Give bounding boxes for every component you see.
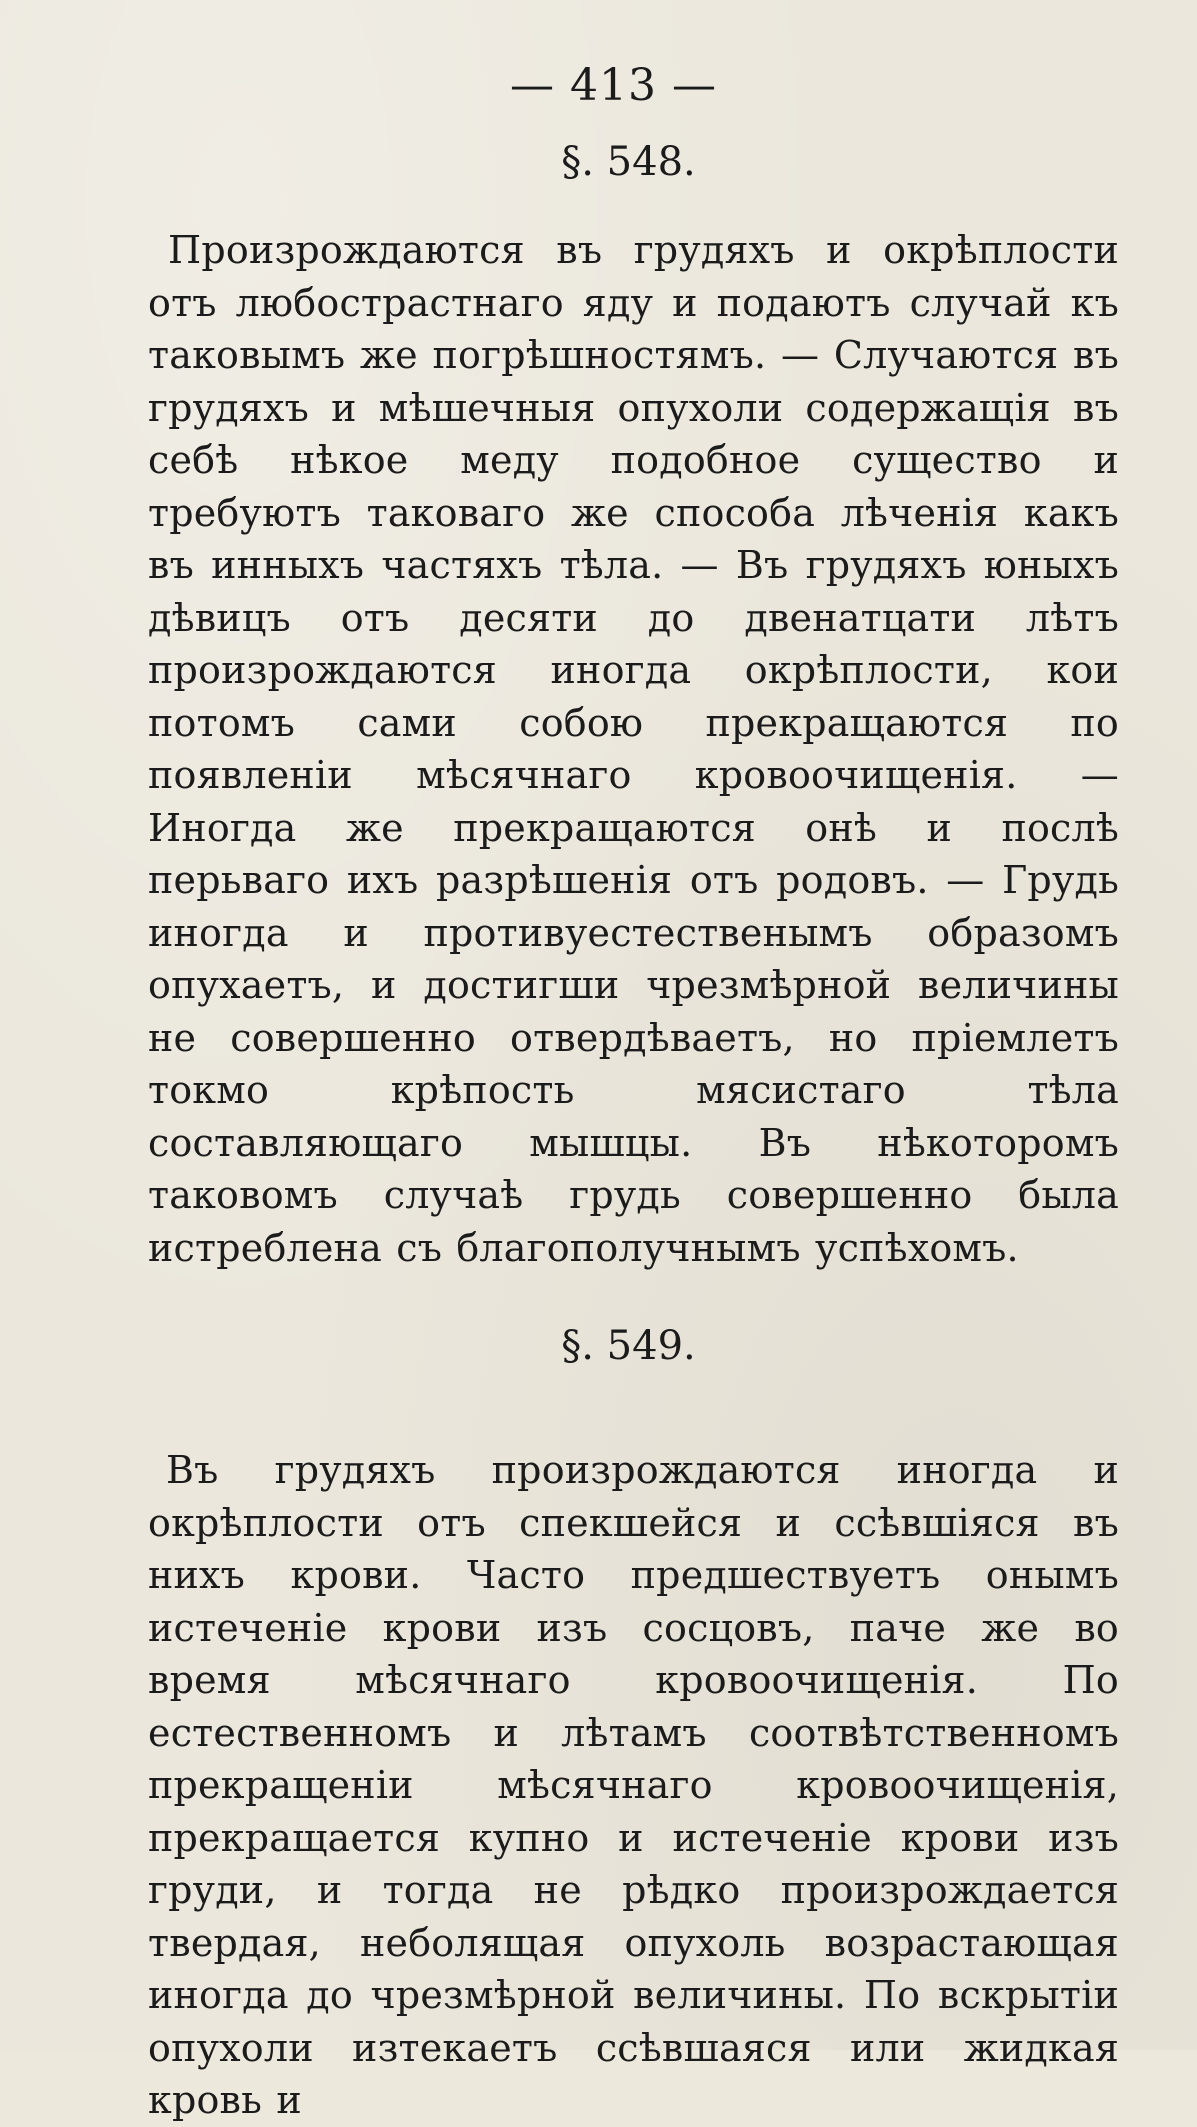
page-number-header: — 413 — [510, 60, 717, 111]
section-549-text: Въ грудяхъ произрождаются иногда и окрѣплости отъ спекшейся и ссѣвшіяся въ нихъ крови. Часто предшествуетъ онымъ истеченіе крови изъ сосцовъ, паче же во время мѣсячнаго кровоочищенія. По естественномъ и лѣтамъ соотвѣтственномъ прекращеніи мѣсячнаго кровоочищенія, прекращается купно и истеченіе крови изъ груди, и тогда не рѣдко произрождается твердая, неболящая опухоль возрастающая иногда до чрезмѣрной величины. По вскрытіи опухоли изтекаетъ ссѣвшаяся или жидкая кровь и [148, 1448, 1119, 2122]
section-heading-548: §. 548. [561, 139, 696, 185]
section-548-text: Произрождаются въ грудяхъ и окрѣплости отъ любострастнаго яду и подаютъ случай къ таковымъ же погрѣшностямъ. — Случаются въ грудяхъ и мѣшечныя опухоли содержащія въ себѣ нѣкое меду подобное существо и требуютъ таковаго же способа лѣченія какъ въ инныхъ частяхъ тѣла. — Въ грудяхъ юныхъ дѣвицъ отъ десяти до двенатцати лѣтъ произрождаются иногда окрѣплости, кои потомъ сами собою прекращаются по появленіи мѣсячнаго кровоочищенія. — Иногда же прекращаются онѣ и послѣ перьваго ихъ разрѣшенія отъ родовъ. — Грудь иногда и противуестественымъ образомъ опухаетъ, и достигши чрезмѣрной величины не совершенно отвердѣваетъ, но пріемлетъ токмо крѣпость мясистаго тѣла составляющаго мышцы. Въ нѣкоторомъ таковомъ случаѣ грудь совершенно была истреблена съ благополучнымъ успѣхомъ. [148, 228, 1119, 1270]
section-heading-549: §. 549. [561, 1323, 696, 1369]
